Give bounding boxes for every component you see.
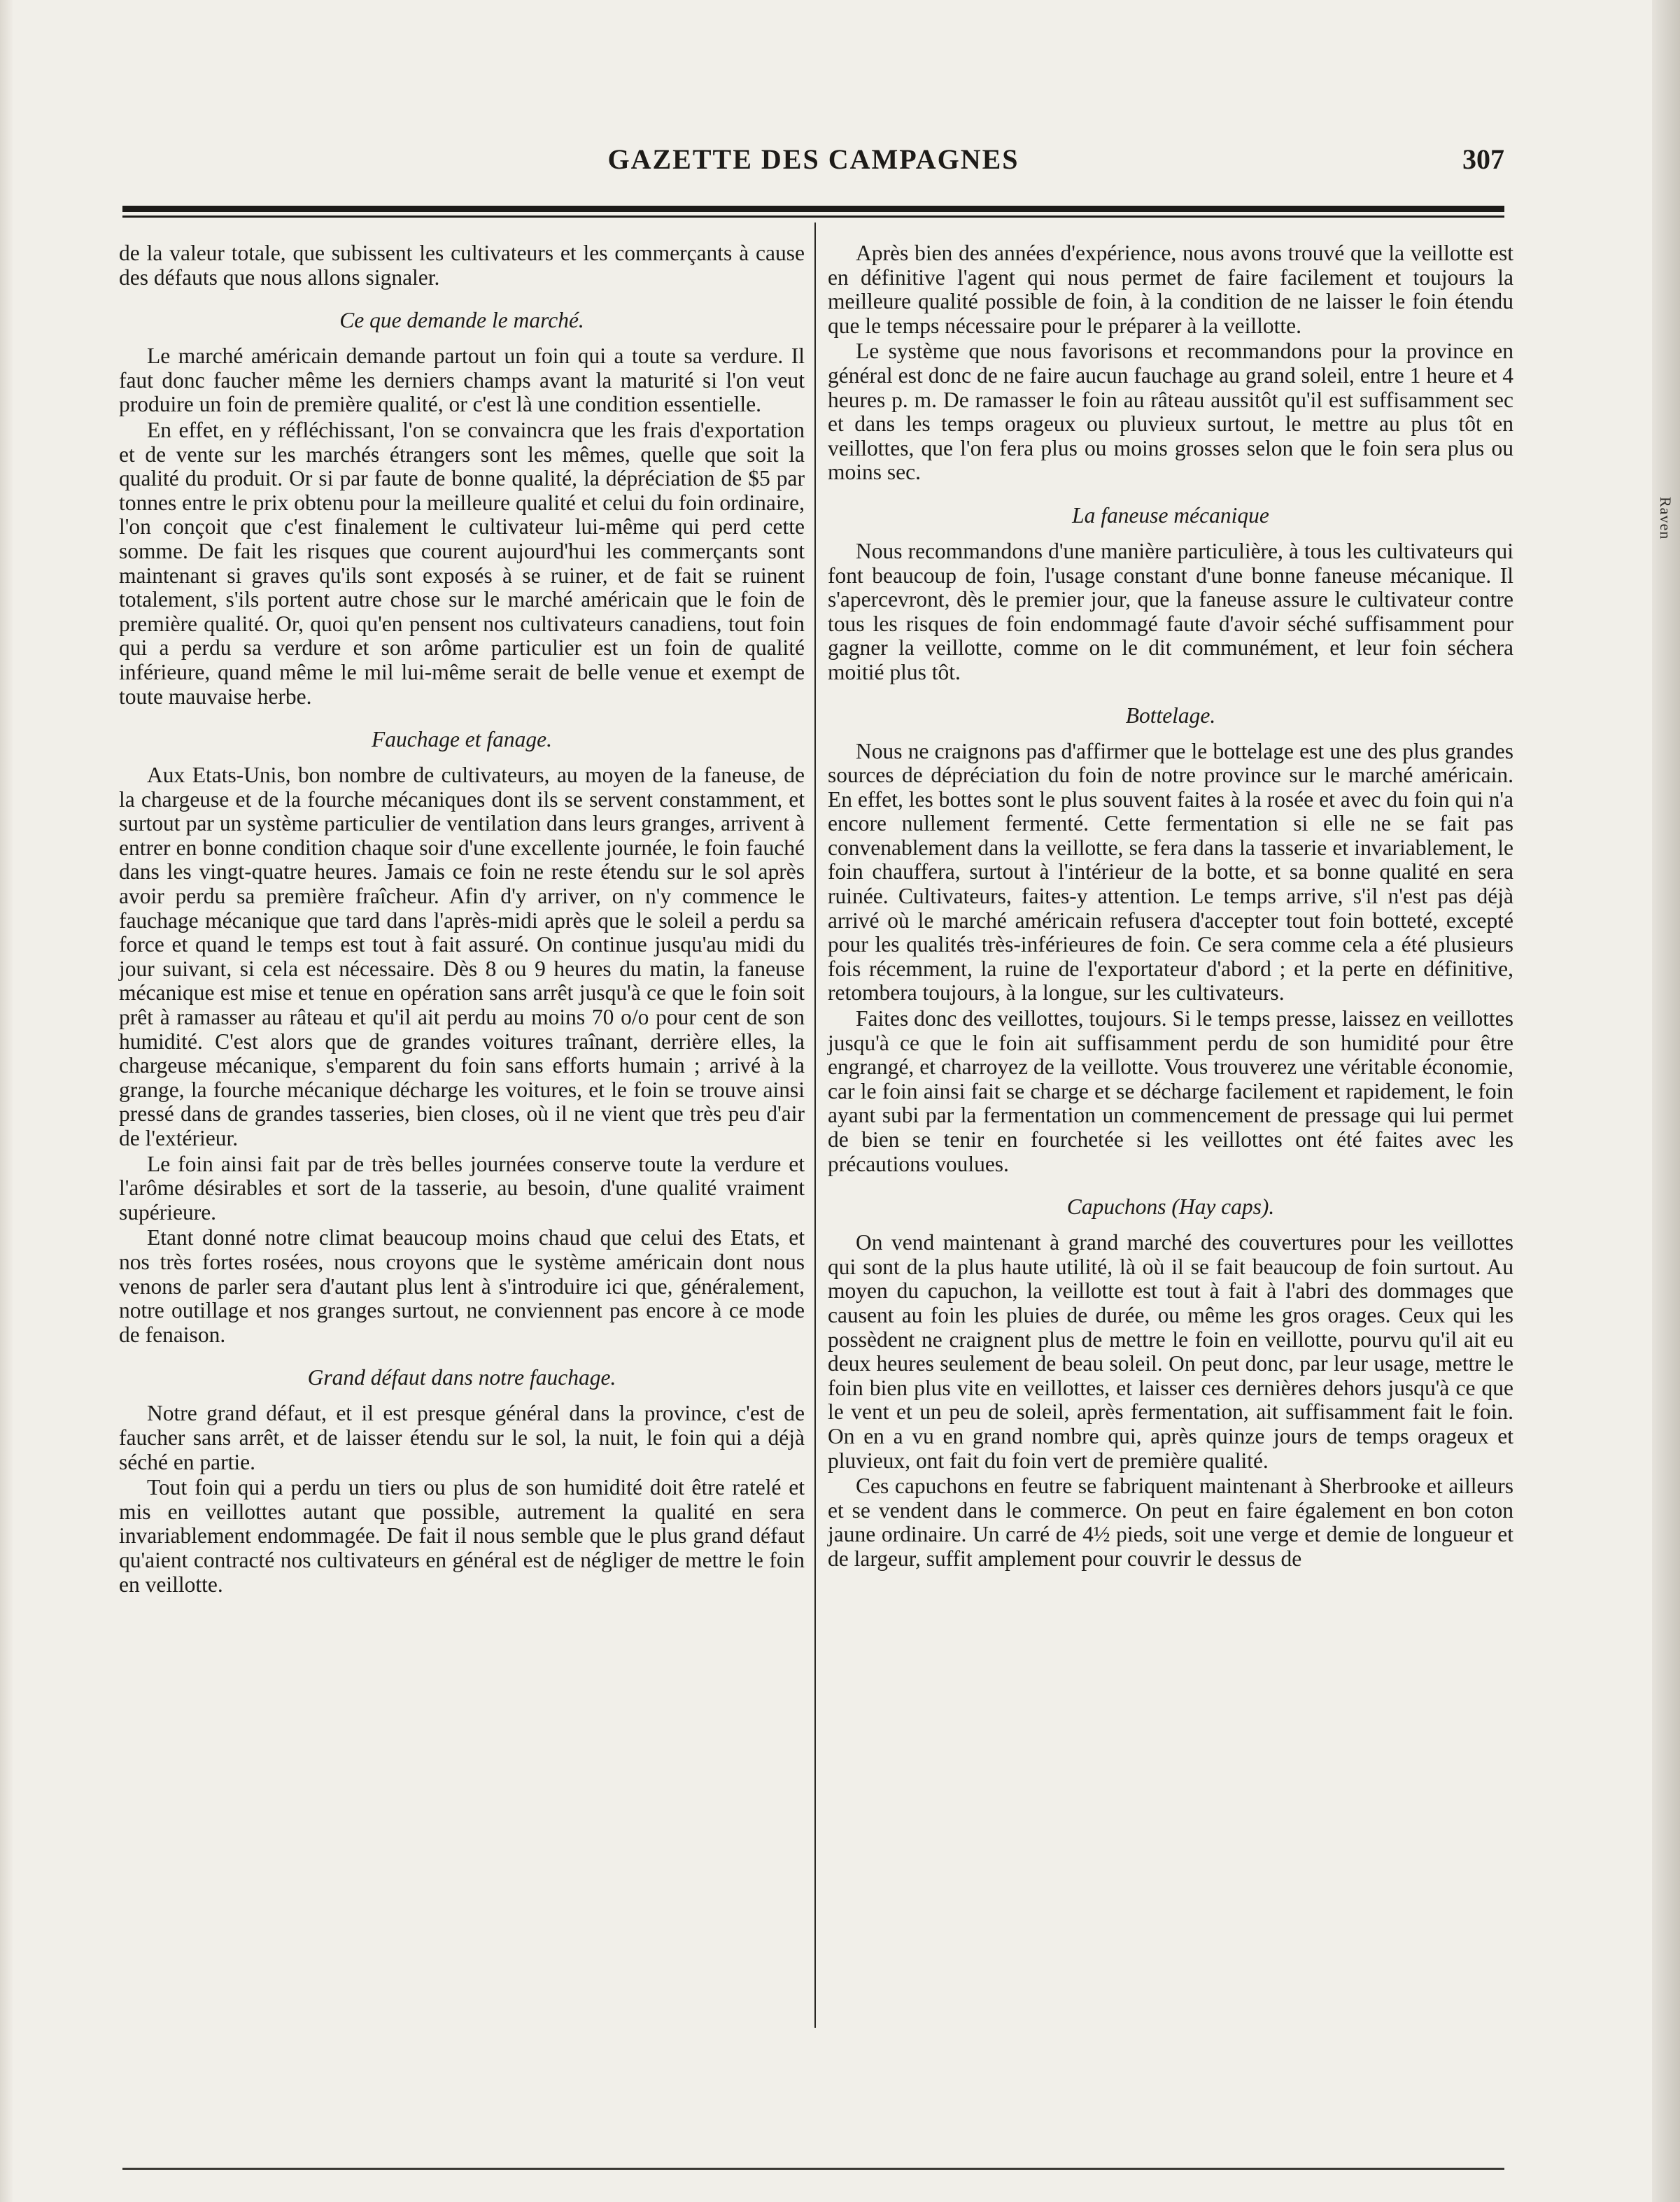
bottom-rule xyxy=(122,2168,1504,2170)
left-column xyxy=(119,241,805,1597)
page-header xyxy=(122,140,1504,182)
paragraph: de la valeur totale, que subissent les cultivateurs et les commerçants à cause des défauts que nous allons signaler. xyxy=(119,241,805,290)
section-heading: Ce que demande le marché. xyxy=(339,308,584,333)
right-column xyxy=(828,241,1513,1572)
paragraph: Le système que nous favorisons et recommandons pour la province en général est donc de ne faire aucun fauchage au grand soleil, entre 1 heure et 4 heures p. m. De ramasser le foin au râteau aussitôt qu'il est suffisamment sec et dans les temps orageux ou pluvieux surtout, le mettre au plus tôt en veillottes, que l'on fera plus ou moins grosses selon que le foin sera plus ou moins sec. xyxy=(828,339,1513,485)
section-heading: Grand défaut dans notre fauchage. xyxy=(307,1365,616,1390)
paragraph: En effet, en y réfléchissant, l'on se convaincra que les frais d'exportation et de vente sur les marchés étrangers sont les mêmes, quelle que soit la qualité du produit. Or si par faute de bonne qualité, la dépréciation de $5 par tonnes entre le prix obtenu pour la meilleure qualité et celui du foin ordinaire, l'on conçoit que c'est finalement le cultivateur lui-même qui perd cette somme. De fait les risques que courent aujourd'hui les commerçants sont maintenant si graves qu'ils sont exposés à se ruiner, et de fait se ruinent totalement, s'ils portent autre chose sur le marché américain que le foin de première qualité. Or, quoi qu'en pensent nos cultivateurs canadiens, tout foin qui a perdu sa verdure et son arôme particulier est un foin de qualité inférieure, quand même le mil lui-même serait de belle venue et exempt de toute mauvaise herbe. xyxy=(119,417,805,709)
paragraph: Ces capuchons en feutre se fabriquent maintenant à Sherbrooke et ailleurs et se vendent dans le commerce. On peut en faire également en bon coton jaune ordinaire. Un carré de 4½ pieds, soit une verge et demie de longueur et de largeur, suffit amplement pour couvrir le dessus de xyxy=(828,1474,1513,1571)
paragraph: Notre grand défaut, et il est presque général dans la province, c'est de faucher sans arrêt, et de laisser étendu sur le sol, la nuit, le foin qui a déjà séché en partie. xyxy=(119,1401,805,1474)
paragraph: Le foin ainsi fait par de très belles journées conserve toute la verdure et l'arôme désirables et sort de la tasserie, au besoin, d'une qualité vraiment supérieure. xyxy=(119,1151,805,1224)
page-number: 307 xyxy=(1462,143,1504,175)
paragraph: On vend maintenant à grand marché des couvertures pour les veillottes qui sont de la plus haute utilité, là où il se fait beaucoup de foin surtout. Au moyen du capuchon, la veillotte est tout à fait à l'abri des dommages que causent au foin les pluies de durée, ou même les gros orages. Ceux qui les possèdent ne craignent plus de mettre le foin en veillotte, pourvu qu'il ait eu deux heures seulement de beau soleil. On peut donc, par leur usage, mettre le foin bien plus vite en veillottes, et laisser ces dernières dehors jusqu'à ce que le vent et un peu de soleil, après fermentation, ait suffisamment fait le foin. On en a vu en grand nombre qui, après quinze jours de temps orageux et pluvieux, ont fait du foin vert de première qualité. xyxy=(828,1230,1513,1473)
paragraph: Tout foin qui a perdu un tiers ou plus de son humidité doit être ratelé et mis en veillottes autant que possible, autrement la qualité en sera invariablement endommagée. De fait il nous semble que le plus grand défaut qu'aient contracté nos cultivateurs en général est de négliger de mettre le foin en veillotte. xyxy=(119,1475,805,1597)
section-heading: Bottelage. xyxy=(1125,703,1216,728)
paragraph: Etant donné notre climat beaucoup moins chaud que celui des Etats, et nos très fortes rosées, nous croyons que le système américain dont nous venons de parler sera d'autant plus lent à s'introduire ici que, généralement, notre outillage et nos granges surtout, ne conviennent pas encore à ce mode de fenaison. xyxy=(119,1225,805,1347)
section-heading: Fauchage et fanage. xyxy=(371,727,553,752)
paragraph: Nous recommandons d'une manière particulière, à tous les cultivateurs qui font beaucoup de foin, l'usage constant d'une bonne faneuse mécanique. Il s'apercevront, dès le premier jour, que la faneuse assure le cultivateur contre tous les risques de foin endommagé faute d'avoir séché suffisamment pour gagner la veillotte, comme on le dit communément, et leur foin séchera moitié plus tôt. xyxy=(828,538,1513,684)
margin-fragment: Raven xyxy=(1657,497,1674,540)
paragraph: Aux Etats-Unis, bon nombre de cultivateurs, au moyen de la faneuse, de la chargeuse et de la fourche mécaniques dont ils se servent constamment, et surtout par un système particulier de ventilation dans leurs granges, arrivent à entrer en bonne condition chaque soir d'une excellente journée, le foin fauché dans les vingt-quatre heures. Jamais ce foin ne reste étendu sur le sol après avoir perdu sa première fraîcheur. Afin d'y arriver, on n'y commence le fauchage mécanique que tard dans l'après-midi après que le soleil a perdu sa force et quand le temps est tout à fait assuré. On continue jusqu'au midi du jour suivant, si cela est nécessaire. Dès 8 ou 9 heures du matin, la faneuse mécanique est mise et tenue en opération sans arrêt jusqu'à ce que le foin soit prêt à ramasser au râteau et qu'il ait perdu au moins 70 o/o pour cent de son humidité. C'est alors que de grandes voitures traînant, derrière elles, la chargeuse mécanique, s'emparent du foin sans efforts humain ; arrivé à la grange, la fourche mécanique décharge les voitures, et le foin se trouve ainsi pressé dans de grandes tasseries, bien closes, où il ne vient que très peu d'air de l'extérieur. xyxy=(119,763,805,1150)
page-right-edge xyxy=(1652,0,1680,2202)
header-rule-thin xyxy=(122,216,1504,218)
paragraph: Le marché américain demande partout un foin qui a toute sa verdure. Il faut donc faucher même les derniers champs avant la maturité si l'on veut produire un foin de première qualité, or c'est là une condition essentielle. xyxy=(119,344,805,417)
running-head: GAZETTE DES CAMPAGNES xyxy=(607,143,1019,175)
header-rule-thick xyxy=(122,206,1504,212)
paragraph: Faites donc des veillottes, toujours. Si le temps presse, laissez en veillottes jusqu'à ce que le foin ait suffisamment perdu de son humidité pour être engrangé, et charroyez de la veillotte. Vous trouverez une véritable économie, car le foin ainsi fait se charge et se décharge facilement et rapidement, le foin ayant subi par la fermentation un commencement de pressage qui lui permet de bien se tenir en fourchetée si les veillottes ont été faites avec les précautions voulues. xyxy=(828,1006,1513,1176)
paragraph: Nous ne craignons pas d'affirmer que le bottelage est une des plus grandes sources de dépréciation du foin de notre province sur le marché américain. En effet, les bottes sont le plus souvent faites à la rosée et avec du foin qui n'a encore nullement fermenté. Cette fermentation si elle ne se fait pas convenablement dans la veillotte, se fera dans la tasserie et invariablement, le foin chauffera, surtout à l'intérieur de la botte, et sa bonne qualité en sera ruinée. Cultivateurs, faites-y attention. Le temps arrive, s'il n'est pas déjà arrivé où le marché américain refusera d'accepter tout foin botteté, excepté pour les qualités très-inférieures de foin. Ce sera comme cela a été plusieurs fois récemment, la ruine de l'exportateur d'abord ; et la perte en définitive, retombera toujours, à la longue, sur les cultivateurs. xyxy=(828,738,1513,1005)
column-divider xyxy=(814,223,816,2028)
page-left-edge xyxy=(0,0,13,2202)
section-heading: La faneuse mécanique xyxy=(1072,502,1269,528)
paragraph: Après bien des années d'expérience, nous avons trouvé que la veillotte est en définitive l'agent qui nous permet de faire facilement et toujours la meilleure qualité possible de foin, à la condition de ne laisser le foin étendu que le temps nécessaire pour le préparer à la veillotte. xyxy=(828,241,1513,338)
section-heading: Capuchons (Hay caps). xyxy=(1066,1194,1275,1220)
